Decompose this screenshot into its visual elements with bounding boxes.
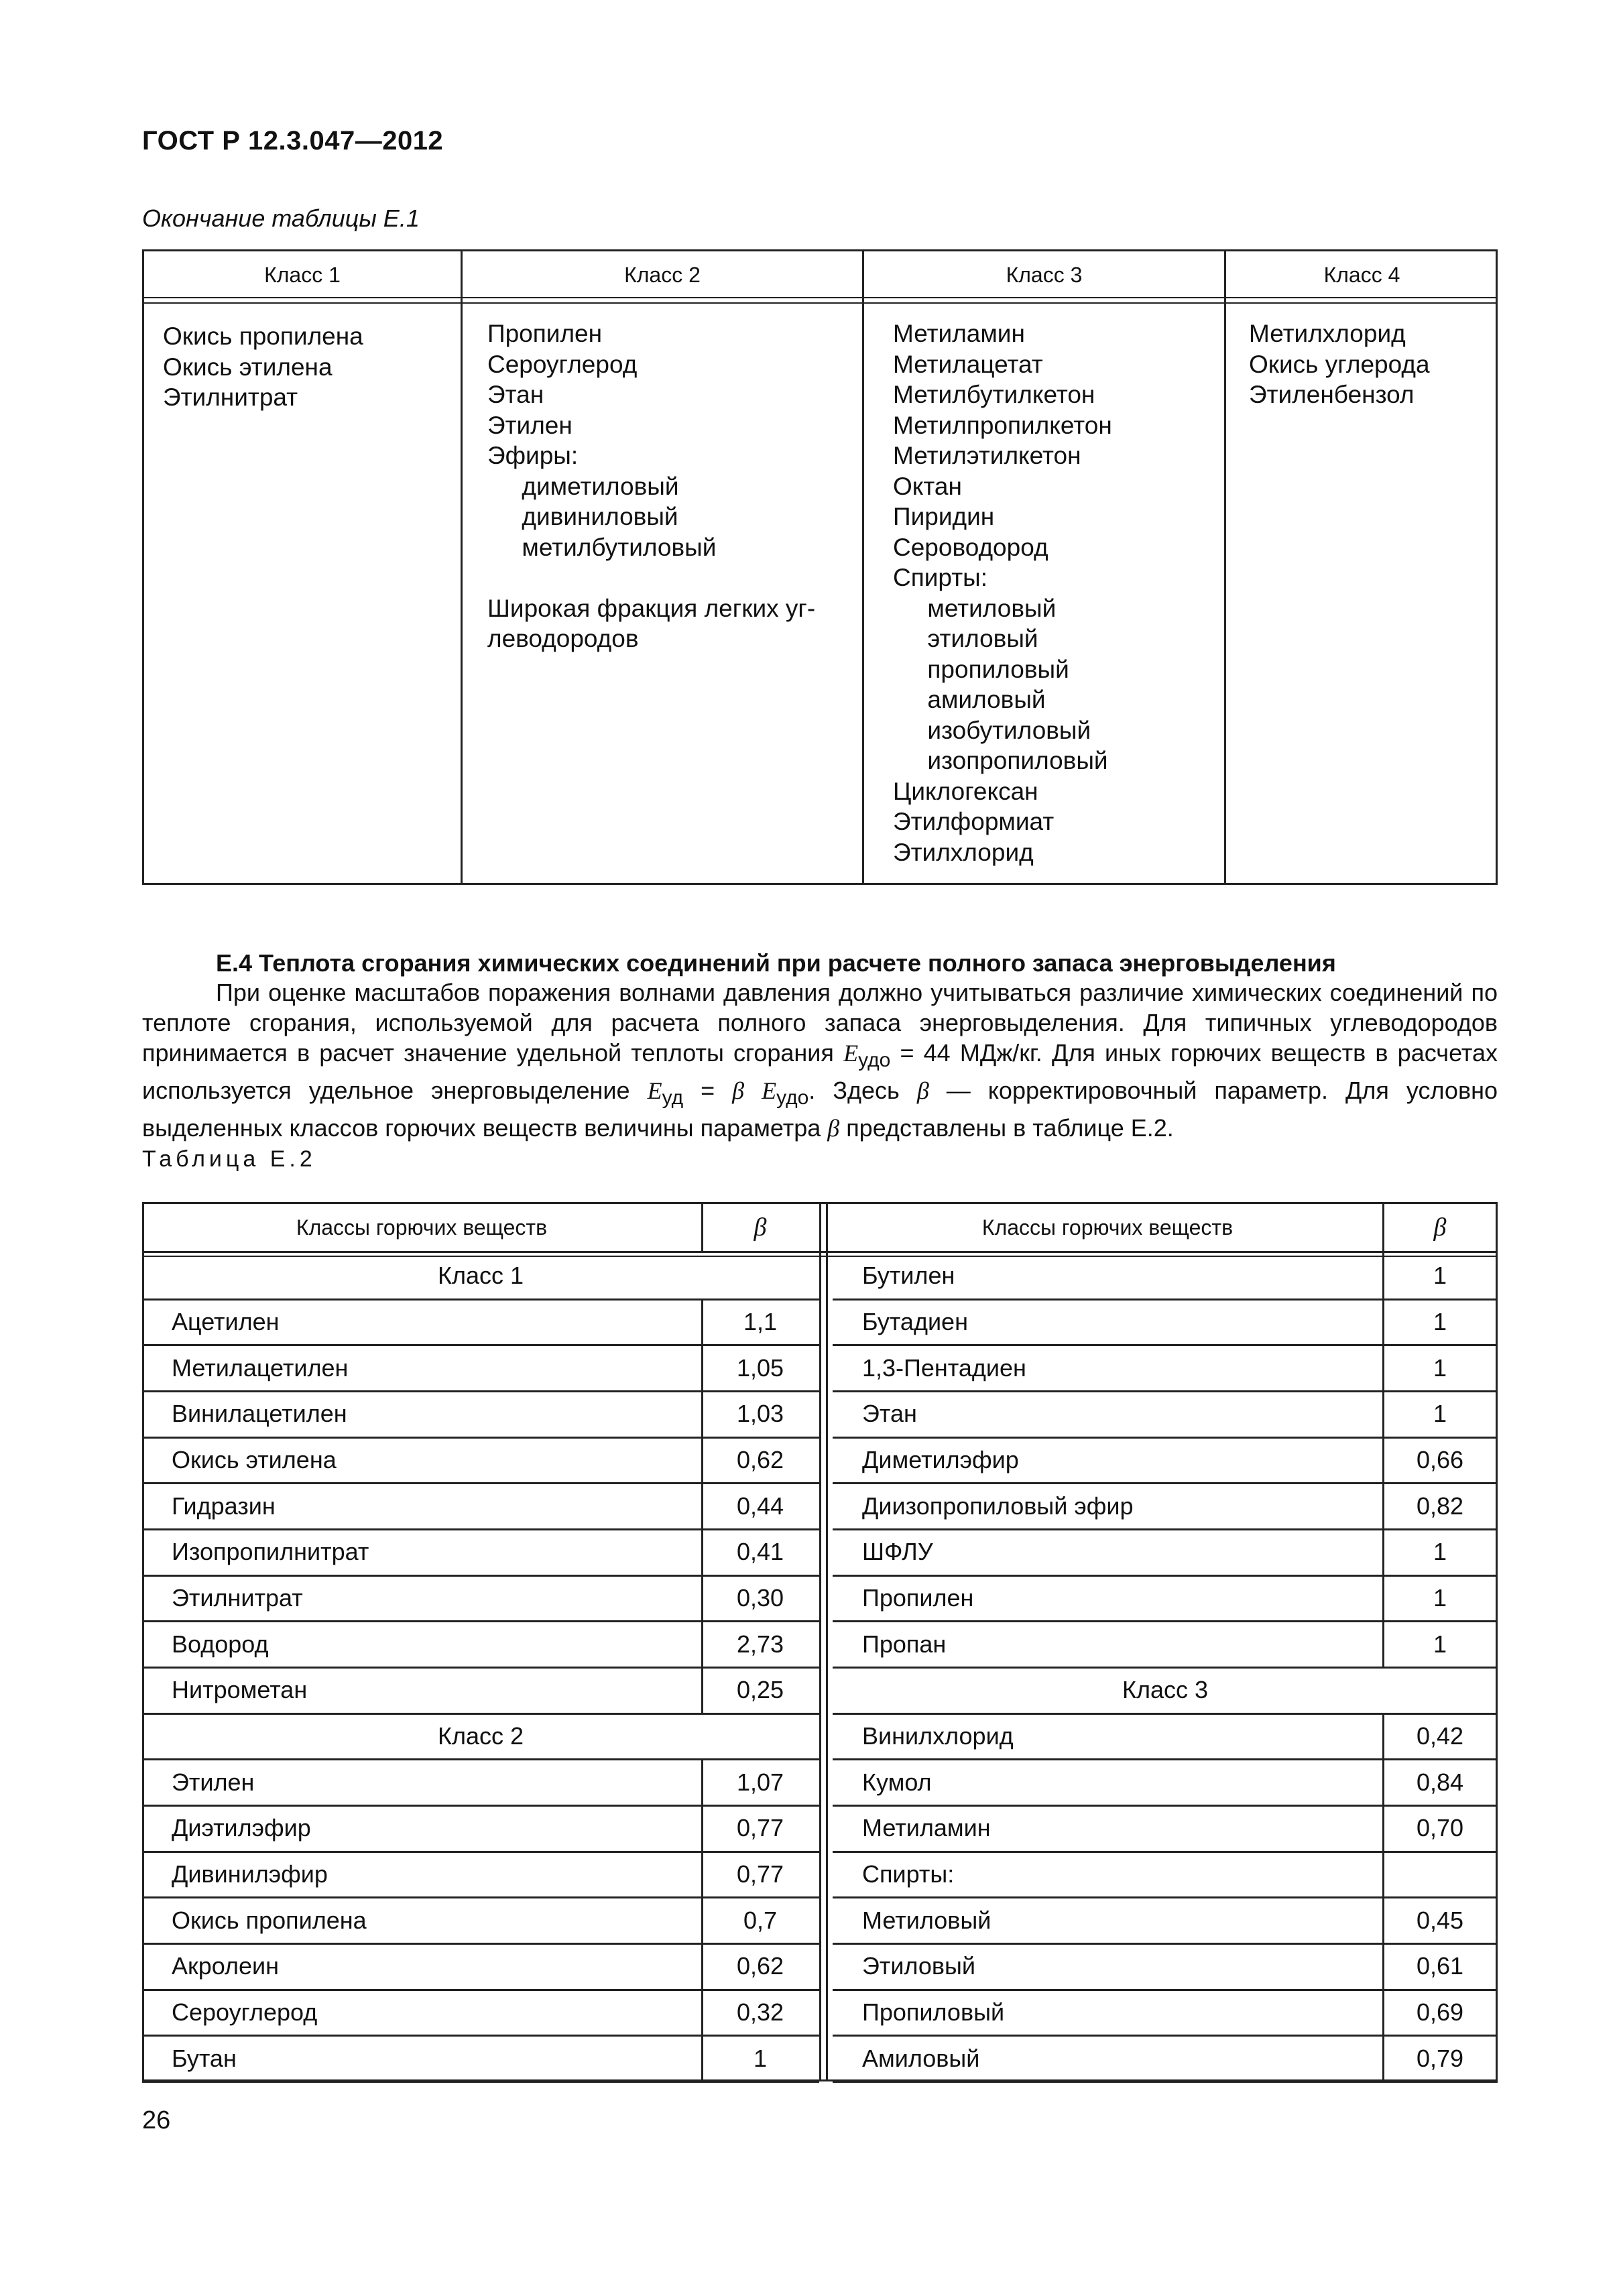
table-e2-col-divider xyxy=(1382,2035,1384,2081)
table-e2-substance-name: Диэтилэфир xyxy=(172,1814,311,1842)
table-e2-header-classes: Классы горючих веществ xyxy=(296,1215,548,1240)
table-e2-beta-value: 1 xyxy=(1433,1353,1447,1382)
table-e2-center-divider xyxy=(819,1202,821,2081)
table-e2-class-heading: Класс 3 xyxy=(1122,1676,1209,1704)
table-e2-beta-value: 2,73 xyxy=(736,1630,784,1658)
table-e1-class1-list: Окись пропилена Окись этилена Этилнитрат xyxy=(163,322,363,411)
table-e2-col-divider xyxy=(1382,1483,1384,1529)
table-e2-beta-value: 0,61 xyxy=(1416,1952,1464,1980)
table-e2-substance-name: Спирты: xyxy=(862,1860,955,1888)
table-e2-caption: Таблица Е.2 xyxy=(142,1146,316,1172)
table-e2-substance-name: Пропилен xyxy=(862,1583,974,1612)
table-e2-substance-name: Бутан xyxy=(172,2044,237,2072)
symbol-e: E xyxy=(762,1077,777,1105)
table-e2-col-divider xyxy=(701,1990,703,2036)
table-e2 xyxy=(142,1202,1498,2081)
table-e1-col-divider xyxy=(461,251,463,883)
table-e2-beta-value: 0,62 xyxy=(736,1952,784,1980)
table-e2-substance-name: Бутилен xyxy=(862,1262,955,1290)
table-e2-beta-value: 0,66 xyxy=(1416,1445,1464,1473)
symbol-beta: β xyxy=(732,1077,745,1105)
table-e2-substance-name: Окись пропилена xyxy=(172,1906,367,1934)
table-e2-beta-value: 0,41 xyxy=(736,1538,784,1566)
table-e2-beta-value: 0,25 xyxy=(736,1676,784,1704)
table-e2-col-divider xyxy=(1382,1437,1384,1484)
table-e2-substance-name: Метиламин xyxy=(862,1814,991,1842)
table-e2-beta-value: 1 xyxy=(1433,1538,1447,1566)
table-e2-header-beta: β xyxy=(1433,1213,1447,1242)
table-e2-substance-name: Метиловый xyxy=(862,1906,991,1934)
table-e2-col-divider xyxy=(1382,1897,1384,1943)
table-e2-beta-value: 1,03 xyxy=(736,1400,784,1428)
table-e1 xyxy=(142,249,1498,885)
table-e2-beta-value: 0,42 xyxy=(1416,1721,1464,1750)
table-e2-beta-value: 1 xyxy=(1433,1262,1447,1290)
table-e2-left-border xyxy=(142,1202,144,2081)
table-e2-substance-name: Окись этилена xyxy=(172,1445,337,1473)
table-e2-substance-name: Нитрометан xyxy=(172,1676,308,1704)
table-e2-col-divider xyxy=(1382,1345,1384,1391)
table-e2-class-heading: Класс 1 xyxy=(437,1262,524,1290)
table-e2-substance-name: Диизопропиловый эфир xyxy=(862,1492,1134,1520)
table-e2-substance-name: Метилацетилен xyxy=(172,1353,349,1382)
table-e2-col-divider xyxy=(701,1943,703,1990)
table-e2-beta-value: 0,77 xyxy=(736,1860,784,1888)
table-e2-substance-name: Кумол xyxy=(862,1768,932,1796)
symbol-e: E xyxy=(647,1077,662,1105)
table-e2-col-divider xyxy=(1382,1759,1384,1805)
table-e1-col-divider xyxy=(862,251,864,883)
page-number: 26 xyxy=(142,2106,171,2134)
table-e2-center-divider-double xyxy=(826,1202,828,2081)
table-e2-substance-name: Гидразин xyxy=(172,1492,276,1520)
table-e1-col-divider xyxy=(1224,251,1226,883)
table-e2-beta-value: 1,07 xyxy=(736,1768,784,1796)
table-e2-beta-value: 1 xyxy=(1433,1400,1447,1428)
table-e2-right-border xyxy=(1496,1202,1498,2081)
table-e2-col-divider xyxy=(701,1529,703,1575)
table-e2-col-divider xyxy=(701,1202,703,1253)
table-e1-class3-list: Метиламин Метилацетат Метилбутилкетон Метилпропилкетон Метилэтилкетон Октан Пиридин Сероводород Спирты: метиловый этиловый пропиловый амиловый изобутиловый изопропиловый Циклогексан Этилформиат Этилхлорид xyxy=(893,320,1112,866)
table-e2-col-divider xyxy=(1382,1575,1384,1622)
table-e2-class-heading: Класс 2 xyxy=(437,1721,524,1750)
section-paragraph: При оценке масштабов поражения волнами давления должно учитываться различие химических соединений по теплоте сгорания, используемой для расчета полного запаса энерговыделения. Для типичных углеводородов принимается в расчет значение удельной теплоты сгорания $E_{удо} = 44$ МДж/кг. Для иных горючих веществ в расчетах используется удельное энерговыделение $E_{уд} = \beta$ $E_{удо}$. Здесь β — корректировочный параметр. Для условно выделенных классов горючих веществ величины параметра β представлены в таблице Е.2. xyxy=(142,979,1498,1142)
table-e2-beta-value: 0,32 xyxy=(736,1998,784,2026)
table-e2-col-divider xyxy=(701,1575,703,1622)
table-e2-substance-name: Бутадиен xyxy=(862,1307,968,1335)
table-e2-substance-name: Водород xyxy=(172,1630,269,1658)
table-e2-col-divider xyxy=(1382,1713,1384,1760)
symbol-e: E xyxy=(843,1040,859,1067)
table-e1-caption: Окончание таблицы Е.1 xyxy=(142,204,420,232)
table-e2-beta-value: 0,84 xyxy=(1416,1768,1464,1796)
table-e2-col-divider xyxy=(1382,1852,1384,1898)
table-e2-col-divider xyxy=(701,1759,703,1805)
table-e2-substance-name: Винилацетилен xyxy=(172,1400,347,1428)
document-header: ГОСТ Р 12.3.047—2012 xyxy=(142,126,444,156)
table-e2-beta-value: 0,77 xyxy=(736,1814,784,1842)
table-e2-substance-name: Этан xyxy=(862,1400,917,1428)
symbol-beta: β xyxy=(827,1115,840,1142)
table-e2-col-divider xyxy=(701,1852,703,1898)
table-e2-substance-name: Ацетилен xyxy=(172,1307,280,1335)
table-e2-col-divider xyxy=(701,1805,703,1852)
table-e1-header-class2: Класс 2 xyxy=(624,262,701,287)
table-e2-col-divider xyxy=(1382,1299,1384,1345)
table-e2-beta-value xyxy=(1382,1852,1498,1898)
table-e2-substance-name: Этиловый xyxy=(862,1952,976,1980)
table-e1-header-rule-double xyxy=(144,302,1496,304)
table-e2-col-divider xyxy=(1382,1621,1384,1667)
table-e2-col-divider xyxy=(701,1621,703,1667)
table-e2-beta-value: 1,05 xyxy=(736,1353,784,1382)
table-e2-col-divider xyxy=(701,1299,703,1345)
table-e2-substance-name: Амиловый xyxy=(862,2044,980,2072)
table-e2-substance-name: Сероуглерод xyxy=(172,1998,318,2026)
table-e2-substance-name: Винилхлорид xyxy=(862,1721,1014,1750)
table-e2-col-divider xyxy=(701,1897,703,1943)
table-e2-beta-value: 1 xyxy=(753,2044,768,2072)
symbol-beta: β xyxy=(916,1077,929,1105)
section-title: Е.4 Теплота сгорания химических соединений при расчете полного запаса энерговыделения xyxy=(216,949,1336,977)
table-e2-substance-name: ШФЛУ xyxy=(862,1538,933,1566)
table-e2-beta-value: 0,44 xyxy=(736,1492,784,1520)
table-e2-beta-value: 1 xyxy=(1433,1630,1447,1658)
table-e2-substance-name: Этилен xyxy=(172,1768,255,1796)
table-e2-beta-value: 1 xyxy=(1433,1307,1447,1335)
table-e2-col-divider xyxy=(1382,1805,1384,1852)
table-e2-col-divider xyxy=(701,2035,703,2081)
table-e2-beta-value: 0,82 xyxy=(1416,1492,1464,1520)
table-e2-col-divider xyxy=(1382,1202,1384,1253)
table-e2-beta-value: 0,70 xyxy=(1416,1814,1464,1842)
table-e2-beta-value: 0,79 xyxy=(1416,2044,1464,2072)
table-e2-col-divider xyxy=(701,1345,703,1391)
table-e2-substance-name: Дивинилэфир xyxy=(172,1860,328,1888)
table-e2-beta-value: 1 xyxy=(1433,1583,1447,1612)
table-e2-header-beta: β xyxy=(754,1213,767,1242)
table-e2-beta-value: 0,30 xyxy=(736,1583,784,1612)
table-e2-substance-name: Диметилэфир xyxy=(862,1445,1019,1473)
table-e2-beta-value: 0,45 xyxy=(1416,1906,1464,1934)
table-e2-beta-value: 0,7 xyxy=(743,1906,778,1934)
table-e2-col-divider xyxy=(1382,1253,1384,1299)
table-e2-col-divider xyxy=(701,1667,703,1713)
table-e2-col-divider xyxy=(701,1437,703,1484)
table-e1-header-rule xyxy=(144,297,1496,298)
table-e2-substance-name: Пропан xyxy=(862,1630,947,1658)
table-e2-col-divider xyxy=(1382,1391,1384,1437)
table-e2-col-divider xyxy=(1382,1529,1384,1575)
table-e1-header-class4: Класс 4 xyxy=(1323,262,1400,287)
table-e2-header-classes: Классы горючих веществ xyxy=(981,1215,1234,1240)
table-e1-class2-list: Пропилен Сероуглерод Этан Этилен Эфиры: диметиловый дивиниловый метилбутиловый Широкая фракция легких уг- леводородов xyxy=(487,320,816,652)
table-e2-col-divider xyxy=(701,1391,703,1437)
table-e1-header-class1: Класс 1 xyxy=(264,262,341,287)
table-e2-substance-name: Пропиловый xyxy=(862,1998,1005,2026)
table-e2-substance-name: Этилнитрат xyxy=(172,1583,303,1612)
table-e1-header-class3: Класс 3 xyxy=(1006,262,1083,287)
table-e2-substance-name: Изопропилнитрат xyxy=(172,1538,369,1566)
table-e2-col-divider xyxy=(1382,1990,1384,2036)
table-e2-substance-name: Акролеин xyxy=(172,1952,280,1980)
table-e2-col-divider xyxy=(1382,1943,1384,1990)
table-e2-col-divider xyxy=(701,1483,703,1529)
table-e2-beta-value: 0,62 xyxy=(736,1445,784,1473)
table-e2-substance-name: 1,3-Пентадиен xyxy=(862,1353,1026,1382)
table-e2-beta-value: 0,69 xyxy=(1416,1998,1464,2026)
table-e1-class4-list: Метилхлорид Окись углерода Этиленбензол xyxy=(1249,320,1430,408)
table-e2-beta-value: 1,1 xyxy=(743,1307,778,1335)
